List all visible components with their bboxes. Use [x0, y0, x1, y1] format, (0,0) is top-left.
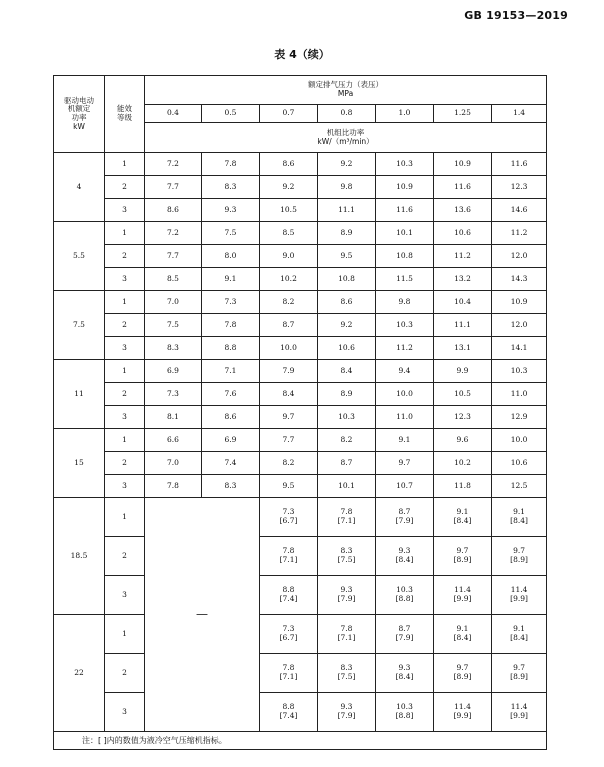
- value-cell: 7.5: [145, 314, 202, 337]
- value-cell: 9.8: [318, 176, 376, 199]
- liquid-cooled-value: [8.9]: [453, 555, 472, 564]
- table-row: [54, 654, 547, 693]
- dual-value-cell: [434, 576, 492, 615]
- motor-power-cell: 11: [54, 360, 105, 429]
- air-cooled-value: 9.3: [398, 546, 411, 556]
- air-cooled-value: 10.3: [396, 585, 413, 595]
- value-cell: 10.9: [492, 291, 547, 314]
- value-cell: 8.3: [202, 176, 260, 199]
- liquid-cooled-value: [7.5]: [337, 555, 356, 564]
- liquid-cooled-value: [7.5]: [337, 672, 356, 681]
- dual-value-cell: [260, 615, 318, 654]
- value-cell: 11.2: [376, 337, 434, 360]
- dual-value-cell: [260, 576, 318, 615]
- value-cell: 7.2: [145, 153, 202, 176]
- value-cell: 12.5: [492, 475, 547, 498]
- table-row: [54, 406, 547, 429]
- value-cell: 7.4: [202, 452, 260, 475]
- liquid-cooled-value: [8.4]: [395, 672, 414, 681]
- dual-value-cell: [434, 498, 492, 537]
- value-cell: 7.0: [145, 291, 202, 314]
- value-cell: 6.9: [202, 429, 260, 452]
- grade-cell: 3: [105, 268, 145, 291]
- air-cooled-value: 8.8: [282, 702, 295, 712]
- value-cell: 9.9: [434, 360, 492, 383]
- value-cell: 14.6: [492, 199, 547, 222]
- liquid-cooled-value: [8.4]: [453, 633, 472, 642]
- motor-power-header-line: 机额定: [67, 104, 91, 114]
- grade-cell: 3: [105, 199, 145, 222]
- grade-cell: 2: [105, 245, 145, 268]
- table-row: [54, 245, 547, 268]
- air-cooled-value: 11.4: [454, 702, 471, 712]
- air-cooled-value: 9.3: [340, 585, 353, 595]
- value-cell: 10.1: [376, 222, 434, 245]
- grade-cell: 1: [105, 360, 145, 383]
- grade-cell: 2: [105, 537, 145, 576]
- value-cell: 9.4: [376, 360, 434, 383]
- dual-value-cell: [318, 498, 376, 537]
- grade-cell: 1: [105, 153, 145, 176]
- grade-cell: 2: [105, 383, 145, 406]
- value-cell: 10.8: [318, 268, 376, 291]
- value-cell: 8.6: [260, 153, 318, 176]
- dual-value-cell: [492, 537, 547, 576]
- table-row: [54, 291, 547, 314]
- value-cell: 8.2: [260, 291, 318, 314]
- air-cooled-value: 7.8: [340, 507, 353, 517]
- value-cell: 8.6: [318, 291, 376, 314]
- air-cooled-value: 11.4: [454, 585, 471, 595]
- value-cell: 8.8: [202, 337, 260, 360]
- grade-cell: 1: [105, 429, 145, 452]
- liquid-cooled-value: [9.9]: [453, 711, 472, 720]
- air-cooled-value: 8.3: [340, 663, 353, 673]
- value-cell: 12.9: [492, 406, 547, 429]
- value-cell: 13.1: [434, 337, 492, 360]
- value-cell: 11.2: [492, 222, 547, 245]
- motor-power-header-line: 功率: [71, 113, 87, 122]
- value-cell: 10.2: [434, 452, 492, 475]
- value-cell: 12.3: [492, 176, 547, 199]
- dual-value-cell: [492, 498, 547, 537]
- value-cell: 11.2: [434, 245, 492, 268]
- grade-header: [105, 76, 145, 153]
- dual-value-cell: [318, 537, 376, 576]
- value-cell: 7.5: [202, 222, 260, 245]
- air-cooled-value: 9.3: [340, 702, 353, 712]
- liquid-cooled-value: [8.4]: [510, 516, 528, 525]
- value-cell: 6.9: [145, 360, 202, 383]
- value-cell: 10.0: [492, 429, 547, 452]
- dual-value-cell: [376, 576, 434, 615]
- dual-value-cell: [376, 693, 434, 732]
- table-row: [54, 222, 547, 245]
- table-row: [54, 576, 547, 615]
- grade-cell: 3: [105, 406, 145, 429]
- specific-power-title: 机组比功率: [326, 127, 365, 137]
- liquid-cooled-value: [7.9]: [337, 711, 356, 720]
- value-cell: 10.0: [376, 383, 434, 406]
- liquid-cooled-value: [8.4]: [395, 555, 414, 564]
- grade-cell: 3: [105, 693, 145, 732]
- value-cell: 10.9: [434, 153, 492, 176]
- dual-value-cell: [492, 615, 547, 654]
- table-caption: 表 4（续）: [274, 48, 330, 61]
- liquid-cooled-value: [8.9]: [453, 672, 472, 681]
- motor-power-cell: 15: [54, 429, 105, 498]
- liquid-cooled-value: [9.9]: [510, 594, 528, 603]
- value-cell: 7.3: [145, 383, 202, 406]
- pressure-unit: MPa: [337, 89, 354, 98]
- table-row: [54, 199, 547, 222]
- value-cell: 14.1: [492, 337, 547, 360]
- grade-header-line: 能效: [117, 104, 132, 114]
- value-cell: 8.5: [260, 222, 318, 245]
- motor-power-header: [54, 76, 105, 153]
- air-cooled-value: 9.7: [513, 546, 526, 556]
- table-row: [54, 383, 547, 406]
- liquid-cooled-value: [7.4]: [279, 711, 298, 720]
- value-cell: 11.6: [492, 153, 547, 176]
- value-cell: 10.5: [434, 383, 492, 406]
- value-cell: 9.3: [202, 199, 260, 222]
- value-cell: 10.3: [376, 314, 434, 337]
- motor-power-cell: 7.5: [54, 291, 105, 360]
- liquid-cooled-value: [7.4]: [279, 594, 298, 603]
- value-cell: 9.5: [260, 475, 318, 498]
- air-cooled-value: 10.3: [396, 702, 413, 712]
- table-note: 注：[ ]内的数值为液冷空气压缩机指标。: [54, 732, 547, 750]
- grade-cell: 3: [105, 337, 145, 360]
- value-cell: 9.8: [376, 291, 434, 314]
- liquid-cooled-value: [8.4]: [510, 633, 528, 642]
- table-row: [54, 153, 547, 176]
- dual-value-cell: [260, 693, 318, 732]
- table-row: [54, 693, 547, 732]
- value-cell: 7.2: [145, 222, 202, 245]
- value-cell: 11.8: [434, 475, 492, 498]
- liquid-cooled-value: [7.1]: [279, 555, 298, 564]
- dual-value-cell: [434, 537, 492, 576]
- pressure-cell: 1.0: [376, 105, 434, 123]
- grade-cell: 1: [105, 291, 145, 314]
- pressure-cell: 0.7: [260, 105, 318, 123]
- air-cooled-value: 7.8: [340, 624, 353, 634]
- value-cell: 10.6: [318, 337, 376, 360]
- value-cell: 9.7: [376, 452, 434, 475]
- grade-cell: 2: [105, 314, 145, 337]
- pressure-cell: 0.4: [145, 105, 202, 123]
- dual-value-cell: [492, 693, 547, 732]
- value-cell: 10.9: [376, 176, 434, 199]
- liquid-cooled-value: [7.1]: [279, 672, 298, 681]
- value-cell: 7.7: [145, 245, 202, 268]
- table-row: [54, 337, 547, 360]
- value-cell: 8.7: [260, 314, 318, 337]
- dual-value-cell: [376, 615, 434, 654]
- dual-value-cell: [260, 537, 318, 576]
- value-cell: 8.6: [145, 199, 202, 222]
- table-row: [54, 429, 547, 452]
- grade-cell: 2: [105, 654, 145, 693]
- value-cell: 8.1: [145, 406, 202, 429]
- value-cell: 11.5: [376, 268, 434, 291]
- air-cooled-value: 9.1: [456, 624, 469, 634]
- liquid-cooled-value: [8.9]: [510, 672, 528, 681]
- grade-cell: 1: [105, 498, 145, 537]
- value-cell: 8.3: [202, 475, 260, 498]
- air-cooled-value: 9.7: [456, 546, 469, 556]
- motor-power-cell: 22: [54, 615, 105, 732]
- dual-value-cell: [260, 498, 318, 537]
- air-cooled-value: 11.4: [510, 585, 528, 595]
- dual-value-cell: [318, 693, 376, 732]
- air-cooled-value: 7.3: [282, 507, 295, 517]
- air-cooled-value: 7.3: [282, 624, 295, 634]
- air-cooled-value: 8.7: [398, 624, 411, 634]
- value-cell: 11.6: [434, 176, 492, 199]
- liquid-cooled-value: [7.1]: [337, 633, 356, 642]
- dual-value-cell: [318, 576, 376, 615]
- dual-value-cell: [260, 654, 318, 693]
- value-cell: 9.2: [260, 176, 318, 199]
- air-cooled-value: 9.1: [513, 507, 526, 517]
- table-row: [54, 268, 547, 291]
- air-cooled-value: 8.3: [340, 546, 353, 556]
- standard-number: GB 19153—2019: [464, 9, 568, 22]
- value-cell: 9.5: [318, 245, 376, 268]
- value-cell: 9.1: [202, 268, 260, 291]
- table-row: [54, 615, 547, 654]
- liquid-cooled-value: [6.7]: [279, 633, 298, 642]
- value-cell: 9.0: [260, 245, 318, 268]
- table-row: [54, 475, 547, 498]
- dual-value-cell: [434, 654, 492, 693]
- air-cooled-value: 8.8: [282, 585, 295, 595]
- value-cell: 8.4: [318, 360, 376, 383]
- value-cell: 7.8: [145, 475, 202, 498]
- value-cell: 10.3: [376, 153, 434, 176]
- specific-power-unit: kW/（m³/min）: [317, 136, 374, 146]
- grade-cell: 3: [105, 475, 145, 498]
- value-cell: 12.3: [434, 406, 492, 429]
- value-cell: 10.8: [376, 245, 434, 268]
- air-cooled-value: 9.7: [456, 663, 469, 673]
- value-cell: 10.6: [492, 452, 547, 475]
- air-cooled-value: 9.3: [398, 663, 411, 673]
- value-cell: 8.3: [145, 337, 202, 360]
- pressure-cell: 1.4: [492, 105, 547, 123]
- liquid-cooled-value: [9.9]: [510, 711, 528, 720]
- pressure-header: [145, 76, 547, 105]
- value-cell: 7.7: [260, 429, 318, 452]
- value-cell: 10.5: [260, 199, 318, 222]
- not-applicable-cell: —: [145, 498, 260, 732]
- value-cell: 12.0: [492, 245, 547, 268]
- value-cell: 10.1: [318, 475, 376, 498]
- value-cell: 8.0: [202, 245, 260, 268]
- value-cell: 8.5: [145, 268, 202, 291]
- dual-value-cell: [492, 654, 547, 693]
- value-cell: 8.9: [318, 383, 376, 406]
- value-cell: 7.8: [202, 314, 260, 337]
- value-cell: 11.1: [434, 314, 492, 337]
- dual-value-cell: [434, 615, 492, 654]
- dual-value-cell: [376, 654, 434, 693]
- grade-cell: 2: [105, 176, 145, 199]
- liquid-cooled-value: [9.9]: [453, 594, 472, 603]
- air-cooled-value: 9.1: [513, 624, 526, 634]
- table-row: [54, 314, 547, 337]
- motor-power-cell: 5.5: [54, 222, 105, 291]
- value-cell: 10.7: [376, 475, 434, 498]
- motor-power-cell: 18.5: [54, 498, 105, 615]
- value-cell: 6.6: [145, 429, 202, 452]
- motor-power-cell: 4: [54, 153, 105, 222]
- value-cell: 9.7: [260, 406, 318, 429]
- dual-value-cell: [434, 693, 492, 732]
- liquid-cooled-value: [7.9]: [395, 633, 414, 642]
- pressure-cell: 1.25: [434, 105, 492, 123]
- value-cell: 8.2: [318, 429, 376, 452]
- note-row: [54, 732, 547, 750]
- grade-cell: 1: [105, 222, 145, 245]
- liquid-cooled-value: [6.7]: [279, 516, 298, 525]
- value-cell: 8.7: [318, 452, 376, 475]
- value-cell: 9.2: [318, 153, 376, 176]
- value-cell: 12.0: [492, 314, 547, 337]
- value-cell: 7.8: [202, 153, 260, 176]
- liquid-cooled-value: [8.4]: [453, 516, 472, 525]
- value-cell: 14.3: [492, 268, 547, 291]
- air-cooled-value: 7.8: [282, 546, 295, 556]
- grade-cell: 1: [105, 615, 145, 654]
- table-row: [54, 452, 547, 475]
- dual-value-cell: [376, 537, 434, 576]
- dual-value-cell: [318, 615, 376, 654]
- table-row: [54, 498, 547, 537]
- dual-value-cell: [318, 654, 376, 693]
- value-cell: 10.3: [492, 360, 547, 383]
- pressure-cell: 0.5: [202, 105, 260, 123]
- liquid-cooled-value: [7.9]: [395, 516, 414, 525]
- liquid-cooled-value: [8.8]: [395, 594, 414, 603]
- grade-cell: 2: [105, 452, 145, 475]
- value-cell: 10.4: [434, 291, 492, 314]
- value-cell: 13.6: [434, 199, 492, 222]
- air-cooled-value: 9.1: [456, 507, 469, 517]
- value-cell: 11.0: [492, 383, 547, 406]
- dual-value-cell: [376, 498, 434, 537]
- specific-power-table: [53, 75, 547, 750]
- value-cell: 11.1: [318, 199, 376, 222]
- value-cell: 9.6: [434, 429, 492, 452]
- air-cooled-value: 8.7: [398, 507, 411, 517]
- table-row: [54, 176, 547, 199]
- grade-header-line: 等级: [117, 113, 132, 122]
- pressure-title: 额定排气压力（表压）: [308, 80, 384, 90]
- air-cooled-value: 11.4: [510, 702, 528, 712]
- air-cooled-value: 9.7: [513, 663, 526, 673]
- value-cell: 8.4: [260, 383, 318, 406]
- value-cell: 7.0: [145, 452, 202, 475]
- value-cell: 7.9: [260, 360, 318, 383]
- value-cell: 10.3: [318, 406, 376, 429]
- grade-cell: 3: [105, 576, 145, 615]
- value-cell: 13.2: [434, 268, 492, 291]
- value-cell: 11.0: [376, 406, 434, 429]
- value-cell: 8.9: [318, 222, 376, 245]
- table-row: [54, 360, 547, 383]
- value-cell: 10.6: [434, 222, 492, 245]
- liquid-cooled-value: [8.8]: [395, 711, 414, 720]
- liquid-cooled-value: [8.9]: [510, 555, 528, 564]
- motor-power-header-line: 驱动电动: [64, 95, 94, 105]
- air-cooled-value: 7.8: [282, 663, 295, 673]
- value-cell: 8.6: [202, 406, 260, 429]
- value-cell: 9.1: [376, 429, 434, 452]
- value-cell: 7.6: [202, 383, 260, 406]
- pressure-cell: 0.8: [318, 105, 376, 123]
- table-row: [54, 537, 547, 576]
- value-cell: 11.6: [376, 199, 434, 222]
- value-cell: 10.0: [260, 337, 318, 360]
- value-cell: 9.2: [318, 314, 376, 337]
- specific-power-header: [145, 123, 547, 153]
- dual-value-cell: [492, 576, 547, 615]
- value-cell: 7.1: [202, 360, 260, 383]
- value-cell: 7.3: [202, 291, 260, 314]
- value-cell: 10.2: [260, 268, 318, 291]
- liquid-cooled-value: [7.1]: [337, 516, 356, 525]
- value-cell: 7.7: [145, 176, 202, 199]
- motor-power-header-line: kW: [73, 121, 85, 131]
- liquid-cooled-value: [7.9]: [337, 594, 356, 603]
- value-cell: 8.2: [260, 452, 318, 475]
